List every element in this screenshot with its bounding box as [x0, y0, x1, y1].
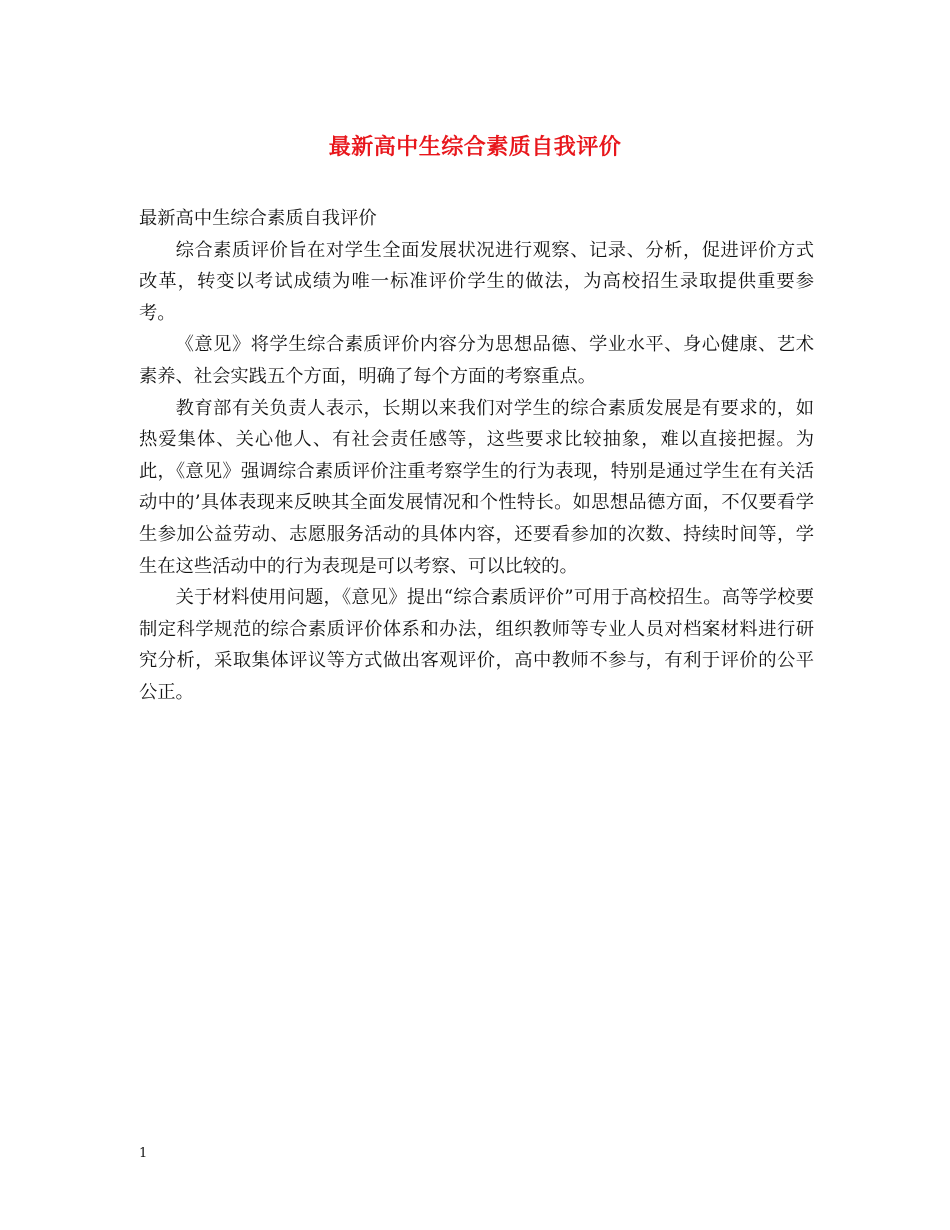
paragraph-4: 关于材料使用问题，《意见》提出“综合素质评价”可用于高校招生。高等学校要制定科学规范的综合素质评价体系和办法，组织教师等专业人员对档案材料进行研究分析，采取集体评议等方式做出客观评价，高中教师不参与，有利于评价的公平公正。 [139, 587, 814, 703]
document-body [139, 203, 814, 709]
document-subtitle: 最新高中生综合素质自我评价 [139, 208, 377, 229]
paragraph-2: 《意见》将学生综合素质评价内容分为思想品德、学业水平、身心健康、艺术素养、社会实践五个方面，明确了每个方面的考察重点。 [139, 334, 814, 387]
paragraph-3: 教育部有关负责人表示，长期以来我们对学生的综合素质发展是有要求的，如热爱集体、关心他人、有社会责任感等，这些要求比较抽象，难以直接把握。为此，《意见》强调综合素质评价注重考察学生的行为表现，特别是通过学生在有关活动中的’具体表现来反映其全面发展情况和个性特长。如思想品德方面，不仅要看学生参加公益劳动、志愿服务活动的具体内容，还要看参加的次数、持续时间等，学生在这些活动中的行为表现是可以考察、可以比较的。 [139, 397, 814, 577]
document-title: 最新高中生综合素质自我评价 [328, 134, 622, 160]
page-number: 1 [139, 1146, 148, 1161]
paragraph-1: 综合素质评价旨在对学生全面发展状况进行观察、记录、分析，促进评价方式改革，转变以考试成绩为唯一标准评价学生的做法，为高校招生录取提供重要参考。 [139, 239, 814, 324]
